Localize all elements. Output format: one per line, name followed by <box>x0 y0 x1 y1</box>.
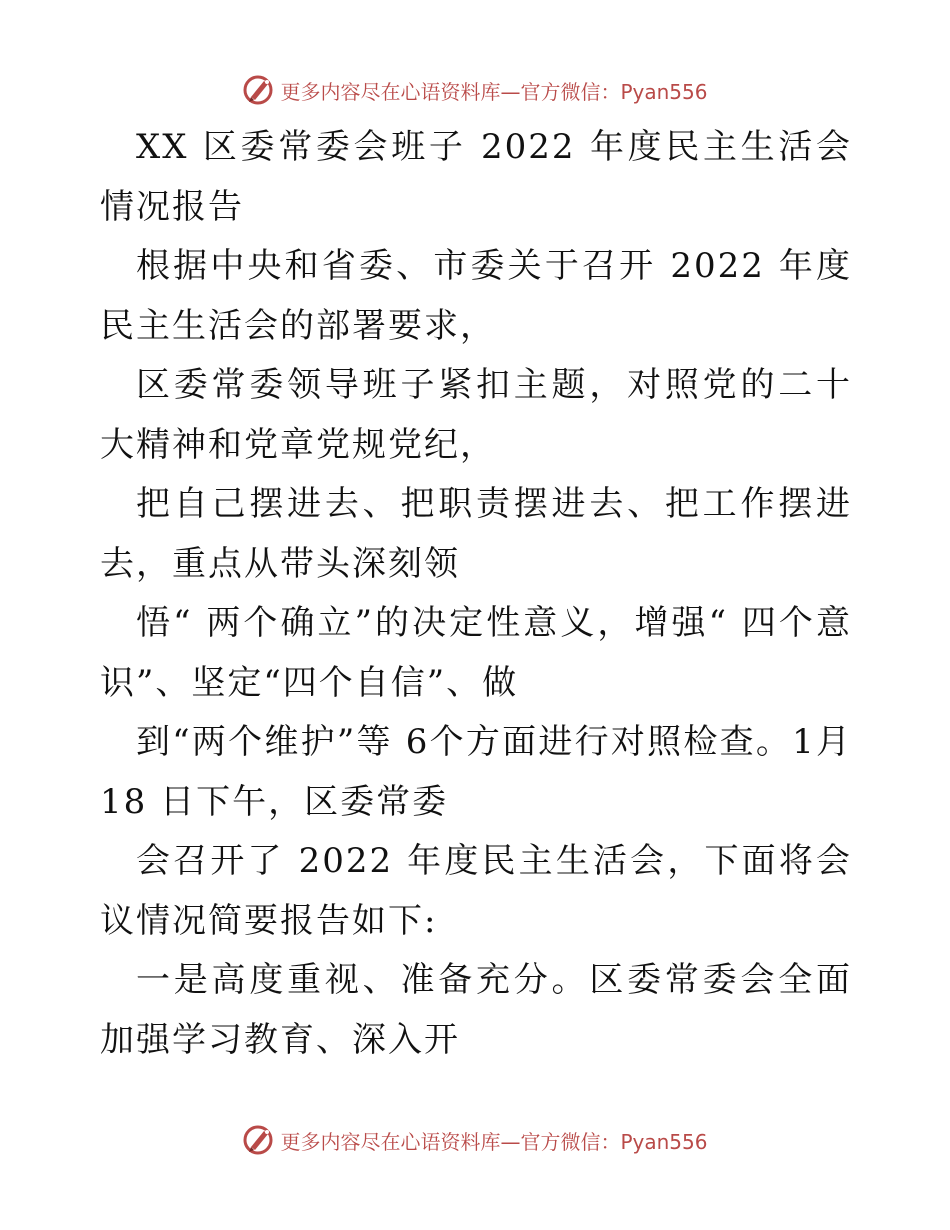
pen-circle-logo-icon <box>242 73 276 107</box>
body-paragraph: 根据中央和省委、市委关于召开 2022 年度民主生活会的部署要求， <box>100 246 852 346</box>
body-paragraph: 把自己摆进去、把职责摆进去、把工作摆进去，重点从带头深刻领 <box>100 484 852 584</box>
body-paragraph: 会召开了 2022 年度民主生活会，下面将会议情况简要报告如下: <box>100 841 852 941</box>
body-paragraph: 一是高度重视、准备充分。区委常委会全面加强学习教育、深入开 <box>100 960 852 1060</box>
pen-circle-logo-icon <box>242 1123 276 1157</box>
footer-banner-text: 更多内容尽在心语资料库—官方微信：Pyan556 <box>280 1129 708 1154</box>
document-title-paragraph: XX 区委常委会班子 2022 年度民主生活会情况报告 <box>100 127 852 227</box>
body-paragraph: 悟“ 两个确立”的决定性意义，增强“ 四个意识”、坚定“四个自信”、做 <box>100 603 852 703</box>
body-paragraph: 区委常委领导班子紧扣主题，对照党的二十大精神和党章党规党纪， <box>100 365 852 465</box>
body-paragraph: 到“两个维护”等 6个方面进行对照检查。1月18 日下午，区委常委 <box>100 722 852 822</box>
header-banner <box>0 70 950 110</box>
document-body <box>100 118 852 1070</box>
header-banner-text: 更多内容尽在心语资料库—官方微信：Pyan556 <box>280 79 708 104</box>
footer-banner <box>0 1120 950 1160</box>
